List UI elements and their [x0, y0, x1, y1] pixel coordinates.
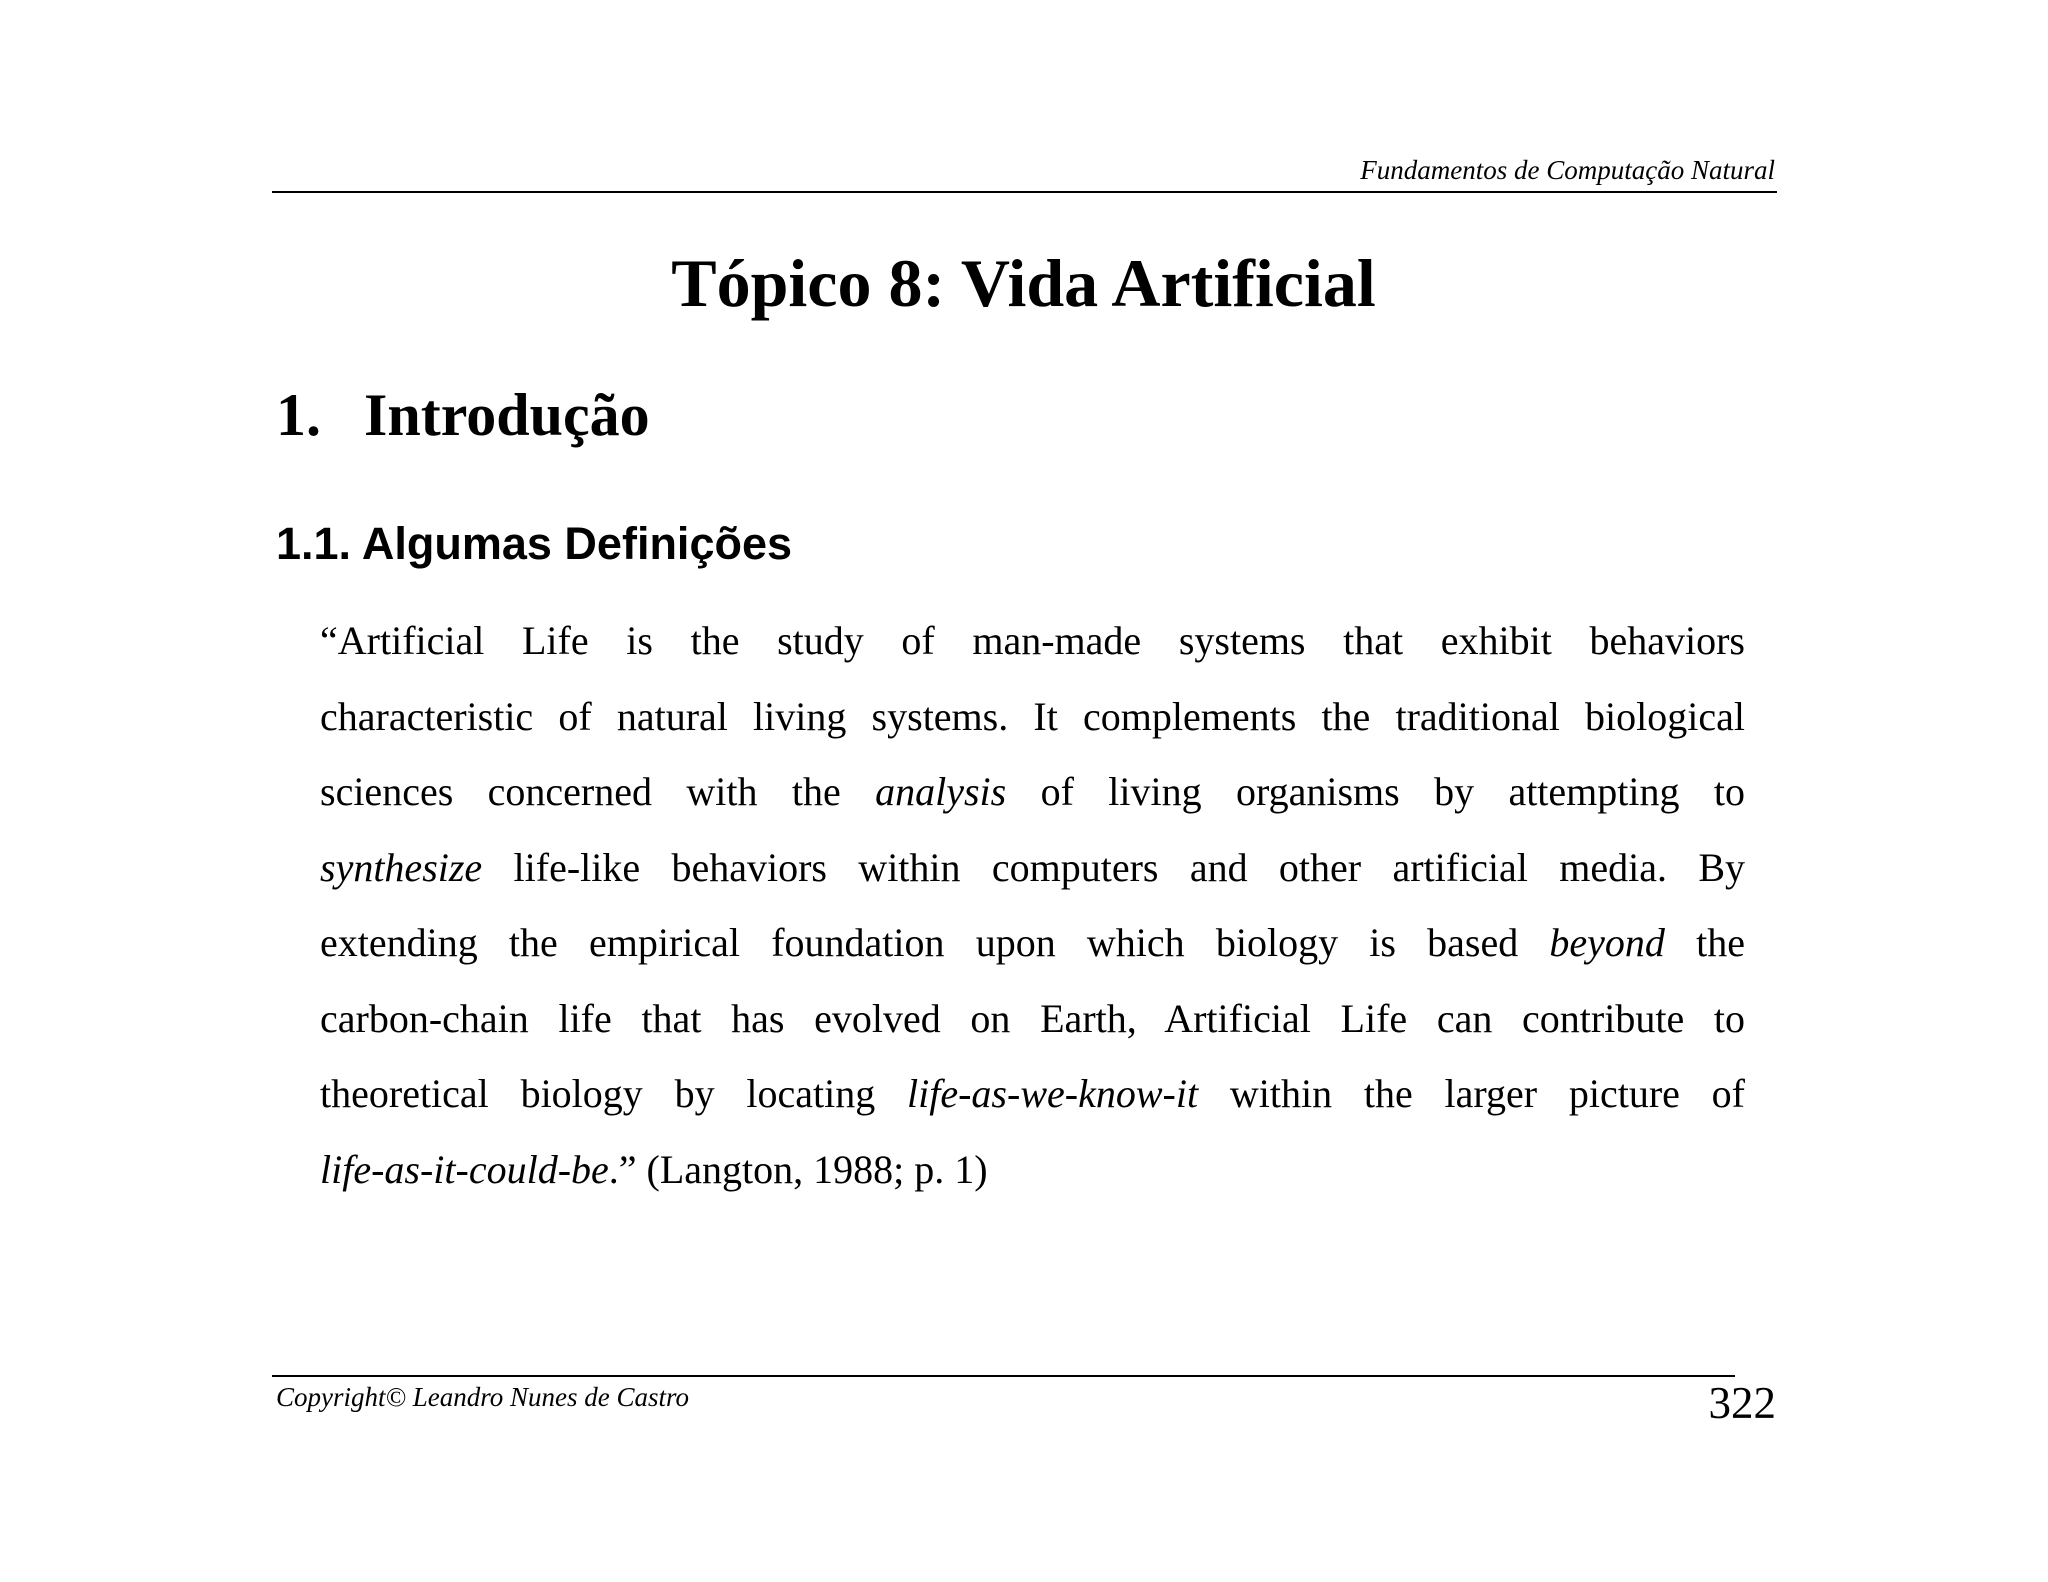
definition-quote: [320, 603, 1745, 1207]
quote-emphasis: analysis: [875, 769, 1007, 814]
quote-text: the: [1664, 920, 1745, 965]
quote-text: life-like behaviors within computers and other artificial media. By: [482, 844, 1745, 890]
quote-emphasis: life-as-it-could-be: [320, 1146, 609, 1192]
running-header: Fundamentos de Computação Natural: [1360, 155, 1775, 185]
quote-line-5: [320, 905, 1745, 981]
topic-title: Tópico 8: Vida Artificial: [671, 245, 1376, 321]
quote-text: within the larger picture of: [1198, 1071, 1745, 1116]
quote-line-2: characteristic of natural living systems. It complements the traditional biological: [320, 693, 1745, 739]
quote-text: sciences concerned with the: [320, 769, 876, 814]
page-number: 322: [1708, 1378, 1776, 1428]
quote-emphasis: life-as-we-know-it: [907, 1071, 1199, 1116]
section-number: 1.: [276, 382, 321, 448]
quote-emphasis: beyond: [1549, 920, 1665, 965]
quote-line-6: carbon-chain life that has evolved on Earth, Artificial Life can contribute to: [320, 995, 1745, 1041]
quote-emphasis: synthesize: [320, 844, 483, 890]
section-title: Introdução: [364, 382, 650, 448]
quote-citation: .” (Langton, 1988; p. 1): [608, 1146, 988, 1192]
subsection-heading: 1.1. Algumas Definições: [276, 518, 793, 569]
quote-line-1: “Artificial Life is the study of man-made systems that exhibit behaviors: [320, 618, 1745, 663]
quote-line-3: [320, 754, 1745, 830]
quote-text: extending the empirical foundation upon which biology is based: [320, 920, 1550, 965]
quote-text: theoretical biology by locating: [320, 1071, 908, 1116]
quote-line-8: [320, 1132, 1745, 1208]
section-heading: [276, 380, 650, 450]
quote-line-7: [320, 1056, 1745, 1132]
header-rule: [272, 191, 1777, 193]
quote-text: of living organisms by attempting to: [1006, 769, 1746, 814]
footer-copyright: Copyright© Leandro Nunes de Castro: [276, 1382, 690, 1412]
footer-rule: [272, 1375, 1735, 1377]
quote-line-4: [320, 830, 1745, 906]
